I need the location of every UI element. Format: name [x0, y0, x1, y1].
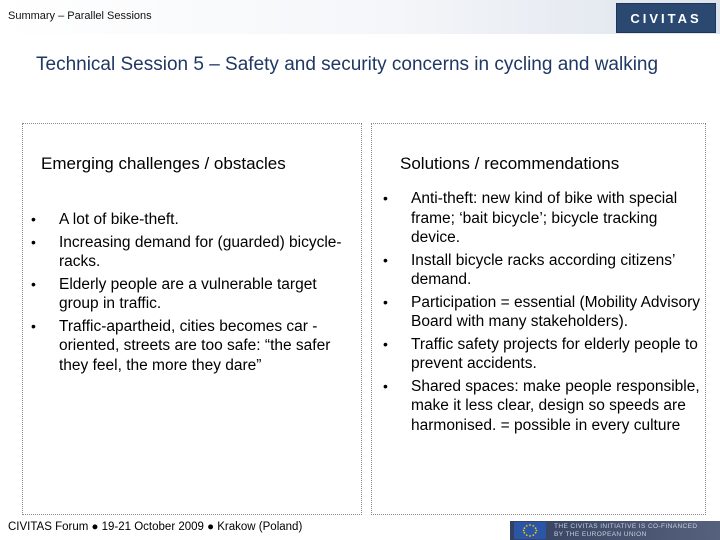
- challenges-panel: [22, 123, 362, 515]
- section-label: Summary – Parallel Sessions: [8, 10, 152, 22]
- challenges-list: [31, 210, 359, 378]
- bullet-dot-icon: •: [31, 317, 36, 334]
- solutions-list: [383, 189, 701, 438]
- eu-funding-text: [554, 523, 698, 538]
- civitas-logo: [616, 3, 716, 33]
- list-item-text: Shared spaces: make people responsible, make it less clear, design so speeds are harmonised. = possible in every culture: [411, 377, 700, 434]
- list-item: [31, 210, 359, 230]
- bullet-dot-icon: •: [31, 233, 36, 250]
- bullet-dot-icon: •: [31, 275, 36, 292]
- list-item-text: Participation = essential (Mobility Advisory Board with many stakeholders).: [411, 293, 701, 330]
- list-item: [383, 335, 701, 374]
- eu-funding-banner: [510, 521, 720, 540]
- list-item-text: Traffic safety projects for elderly people to prevent accidents.: [411, 335, 698, 372]
- list-item: [31, 233, 359, 272]
- list-item-text: Elderly people are a vulnerable target group in traffic.: [59, 275, 317, 312]
- bullet-dot-icon: •: [383, 377, 388, 394]
- event-footer-label: CIVITAS Forum ● 19-21 October 2009 ● Krakow (Poland): [8, 521, 303, 533]
- list-item-text: Install bicycle racks according citizens’ demand.: [411, 251, 675, 288]
- solutions-panel: [371, 123, 706, 515]
- list-item: [383, 189, 701, 248]
- list-item: [383, 293, 701, 332]
- list-item: [31, 275, 359, 314]
- eu-flag-icon: [514, 522, 546, 539]
- bullet-dot-icon: •: [31, 211, 36, 227]
- bullet-dot-icon: •: [383, 190, 388, 206]
- solutions-heading: Solutions / recommendations: [400, 154, 620, 173]
- challenges-heading: Emerging challenges / obstacles: [41, 154, 286, 173]
- top-header-bar: [0, 0, 720, 34]
- list-item-text: A lot of bike-theft.: [59, 211, 179, 228]
- eu-text-line: BY THE EUROPEAN UNION: [554, 530, 647, 538]
- bullet-dot-icon: •: [383, 335, 388, 352]
- list-item: [31, 317, 359, 376]
- list-item-text: Anti-theft: new kind of bike with special frame; ‘bait bicycle’; bicycle tracking device.: [411, 190, 678, 246]
- bullet-dot-icon: •: [383, 293, 388, 310]
- logo-text: CIVITAS: [630, 10, 702, 26]
- eu-text-line: THE CIVITAS INITIATIVE IS CO-FINANCED: [554, 523, 698, 530]
- list-item: [383, 377, 701, 436]
- list-item-text: Traffic-apartheid, cities becomes car -oriented, streets are too safe: “the safer they feel, the more they dare”: [59, 317, 331, 374]
- list-item-text: Increasing demand for (guarded) bicycle-racks.: [59, 233, 342, 270]
- bullet-dot-icon: •: [383, 251, 388, 268]
- list-item: [383, 251, 701, 290]
- slide-title: Technical Session 5 – Safety and security concerns in cycling and walking: [36, 54, 659, 75]
